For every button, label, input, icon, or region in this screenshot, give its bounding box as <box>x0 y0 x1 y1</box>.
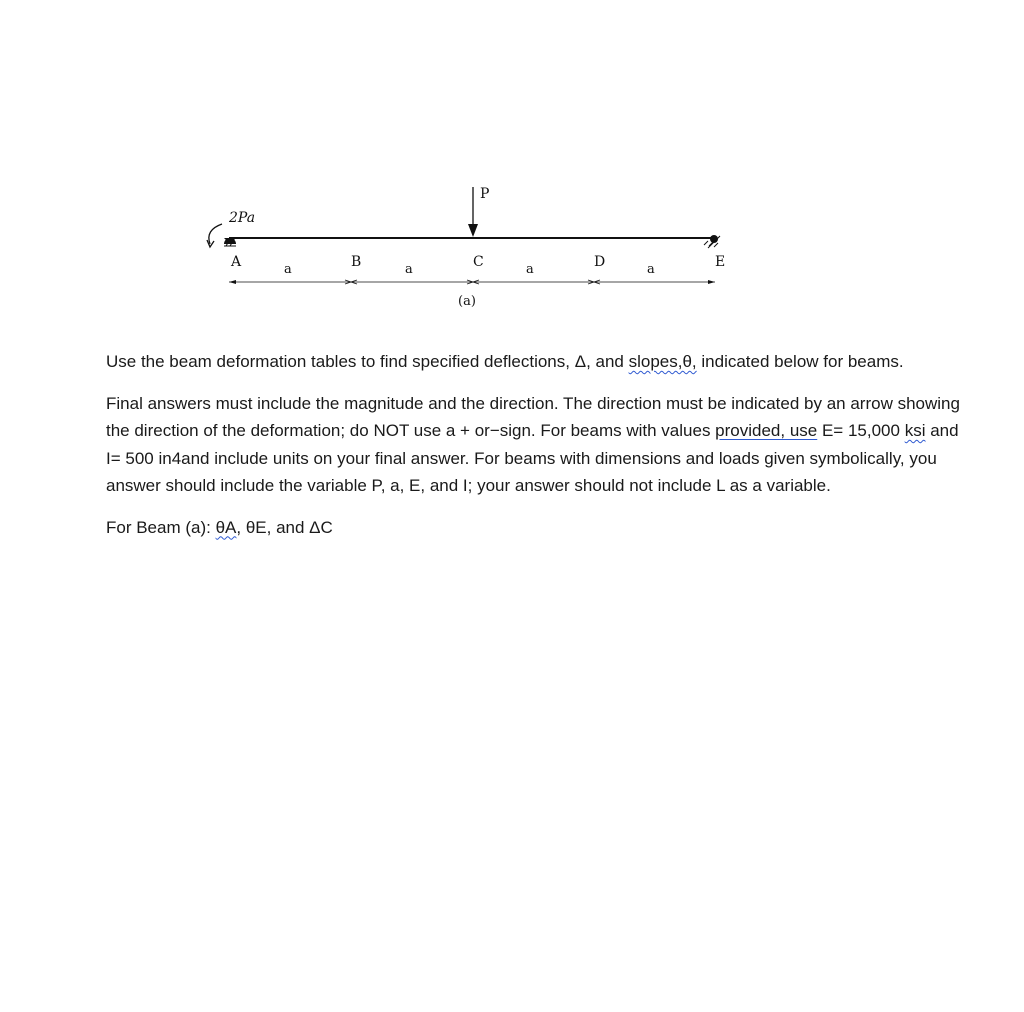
moment-label: 2Pa <box>229 210 256 226</box>
spellcheck-ksi: ksi <box>904 421 926 440</box>
spellcheck-theta-a: θA <box>215 517 237 537</box>
segment-label-cd: a <box>526 262 534 277</box>
dimension-line <box>229 280 715 284</box>
pin-support-a-icon <box>224 238 236 246</box>
intro-paragraph: Use the beam deformation tables to find specified deflections, Δ, and slopes,θ, indicated below for beams. <box>106 352 904 371</box>
problem-text <box>106 348 966 555</box>
support-e-icon <box>704 235 720 248</box>
point-label-c: C <box>473 254 484 270</box>
segment-label-bc: a <box>405 262 413 277</box>
moment-arrow-icon <box>207 224 222 247</box>
point-label-a: A <box>231 254 242 270</box>
segment-label-ab: a <box>284 262 292 277</box>
point-label-d: D <box>594 254 606 270</box>
point-label-e: E <box>715 254 726 270</box>
instructions-paragraph: Final answers must include the magnitude and the direction. The direction must be indicated by an arrow showing the direction of the deformation; do NOT use a + or−sign. For beams with values provided, use E= 15,000 ksi and I= 500 in4and include units on your final answer. For beams with dimensions and loads given symbolically, you answer should include the variable P, a, E, and I; your answer should not include L as a variable. <box>106 393 960 495</box>
grammar-provided: provided, use <box>715 421 818 440</box>
beam-question: For Beam (a): θA, θE, and ΔC <box>106 517 333 537</box>
figure-caption: (a) <box>458 294 476 309</box>
spellcheck-slopes: slopes,θ, <box>628 352 697 371</box>
load-arrow-icon <box>468 187 478 237</box>
segment-label-de: a <box>647 262 655 277</box>
point-label-b: B <box>351 254 362 270</box>
load-label: P <box>480 186 490 202</box>
beam-figure <box>0 0 1024 330</box>
